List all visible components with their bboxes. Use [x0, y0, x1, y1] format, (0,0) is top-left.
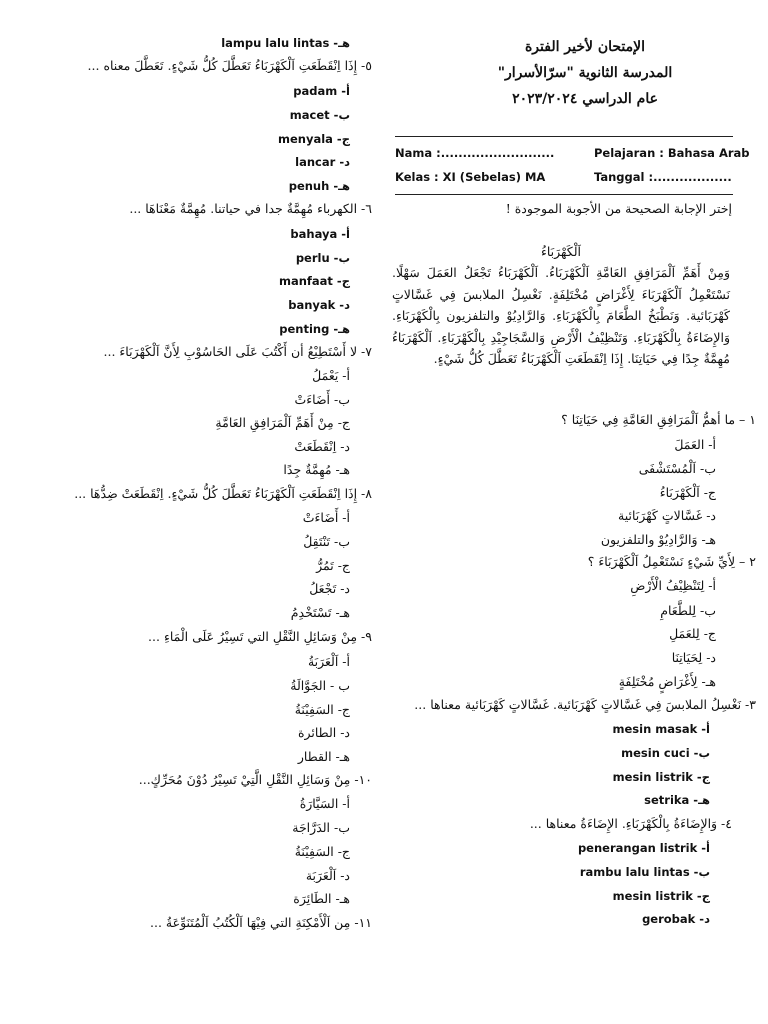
option-q10-b: ب- الدَرَّاجَة	[292, 820, 350, 835]
option-q10-d: د- اَلْعَرَبَة	[305, 868, 350, 883]
question-5: ٥- إِذَا اِنْقَطَعَتِ اَلْكَهْرَبَاءُ تَعَطَّلَ كُلُّ شَيْءٍ. تَعَطَّلَ معناه ...	[87, 58, 372, 73]
option-q5-b: macet -ب	[289, 108, 350, 122]
instruction: إختر الإجابة الصحيحة من الأجوبة الموجودة !	[505, 201, 732, 216]
option-q9-a: أ- اَلْعَرَبَةُ	[307, 654, 350, 669]
option-q3-a: mesin masak -أ	[612, 722, 710, 736]
option-q2-c: ج- لِلعَمَلِ	[669, 626, 716, 641]
tanggal-field: Tanggal :..................	[594, 170, 732, 184]
option-q4-a: penerangan listrik -أ	[577, 841, 710, 855]
option-q5-d: lancar -د	[295, 155, 350, 169]
option-q8-b: ب- تَنْتَقِلُ	[303, 534, 350, 549]
option-q1-b: ب- اَلْمُسْتَشْفَى	[638, 461, 716, 476]
option-q1-d: د- غَسَّالاتٍ كَهْرَبَائية	[618, 508, 716, 523]
option-q1-e: هـ- وَالرَّادِيُوْ والتلفزيون	[600, 532, 716, 547]
option-q10-c: ج- السَفِيْنَةُ	[294, 844, 350, 859]
option-q5-e: penuh -هـ	[288, 179, 350, 193]
option-q8-c: ج- تَمُرُّ	[316, 558, 350, 573]
option-q6-c: manfaat -ج	[278, 274, 350, 288]
option-q7-d: د- اِنْقَطَعَتْ	[294, 439, 350, 454]
header-rule-bottom	[395, 194, 733, 195]
pelajaran-field: Pelajaran : Bahasa Arab	[594, 146, 750, 160]
option-q6-e: penting -هـ	[279, 322, 350, 336]
question-6: ٦- الكهرباء مُهِمَّةٌ جدا في حياتنا. مُهِمَّةٌ مَعْنَاهَا ...	[129, 201, 372, 216]
question-8: ٨- إِذَا اِنْقَطَعَتِ اَلْكَهْرَبَاءُ تَعَطَّلَ كُلُّ شَيْءٍ. اِنْقَطَعَتْ ضِدُّهَا ...	[74, 486, 372, 501]
reading-passage: وَمِنْ أَهَمِّ اَلْمَرَافِقِ العَامَّةِ اَلْكَهْرَبَاءُ. اَلْكَهْرَبَاءُ تَجْعَلُ العَمَلَ سَهْلًا. نَسْتَعْمِلُ اَلْكَهْرَبَاءَ لِأَغْرَاضٍ مُخْتَلِفَةٍ. نَغْسِلُ الملابسَ فِي غَسَّالاتٍ كَهْرَبَائية. وَنَطْبَخُ الطَّعَامَ بِالْكَهْرَبَاءِ. وَالرَّادِيُوْ والتلفزيون بِالْكَهْرَبَاءِ. وَالإِضَاءَةُ بِالْكَهْرَبَاءِ. وَتَنْظِيْفُ الْأَرْضِ وَالسَّجَاجِيْدِ بِالْكَهْرَبَاءِ. اَلْكَهْرَبَاءُ مُهِمَّةٌ جِدًا فِي حَيَاتِنَا. إِذَا اِنْقَطَعَتِ اَلْكَهْرَبَاءُ تَعَطَّلَ كُلُّ شَيْءٍ.	[392, 265, 730, 366]
option-q8-d: د- تَجْعَلُ	[309, 581, 350, 596]
nama-field: Nama :..........................	[395, 146, 555, 160]
option-q9-e: هـ- القطار	[297, 749, 350, 764]
kelas-field: Kelas : XI (Sebelas) MA	[395, 170, 546, 184]
option-q3-e: setrika -هـ	[644, 793, 710, 807]
option-q8-a: أ- أَضَاءَتْ	[302, 510, 350, 525]
question-11: ١١- مِن اَلْأَمْكِنَةِ التي فِيْهَا اَلْكُتُبُ اَلْمُتَنَوِّعَةُ ...	[150, 915, 372, 930]
option-q6-b: perlu -ب	[295, 251, 350, 265]
option-q5-a: padam -أ	[293, 84, 350, 98]
option-q9-d: د- الطائرة	[297, 725, 350, 740]
option-q9-c: ج- السَفِيْنَةُ	[294, 702, 350, 717]
exam-title: الإمتحان لأخير الفترة	[524, 39, 646, 55]
option-q3-b: mesin cuci -ب	[621, 746, 710, 760]
header-rule-top	[395, 136, 733, 137]
option-q4-c: mesin listrik -ج	[612, 889, 710, 903]
option-q2-e: هـ- لِأَغْرَاضٍ مُخْتَلِفَةٍ	[618, 674, 716, 689]
question-9: ٩- مِنْ وَسَائِلِ النَّقْلِ التي تَسِيْرُ عَلَى الْمَاءِ ...	[148, 629, 372, 644]
option-q3-c: mesin listrik -ج	[612, 770, 710, 784]
option-q1-c: ج- اَلْكَهْرَبَاءُ	[659, 485, 716, 500]
question-10: ١٠- مِنْ وَسَائِلِ النَّقْلِ الَّتِيْ تَسِيْرُ دُوْنَ مُحَرِّكٍ...	[138, 772, 372, 787]
option-q1-a: أ- العَمَلَ	[674, 437, 716, 452]
option-q5-c: menyala -ج	[277, 132, 350, 146]
option-q9-b: ب - الجَوَّالَةُ	[290, 678, 350, 693]
question-3: ٣- نَغْسِلُ الملابسَ فِي غَسَّالاتٍ كَهْرَبَائية. غَسَّالاتٍ كَهْرَبَائية معناها ...	[414, 697, 756, 712]
option-q7-c: ج- مِنْ أَهَمِّ اَلْمَرَافِقِ العَامَّةِ	[215, 415, 350, 430]
school-name: المدرسة الثانوية "سرّالأسرار"	[497, 65, 673, 81]
question-7: ٧- لا أَسْتَطِيْعُ أن أَكْتُبَ عَلَى الحَاسُوْبِ لِأَنَّ اَلْكَهْرَبَاءَ ...	[103, 344, 372, 359]
question-4: ٤- وَالإِضَاءَةُ بِالْكَهْرَبَاءِ. الإِضَاءَةُ معناها ...	[529, 816, 732, 831]
option-q2-a: أ- لِتَنْظِيْفُ الْأَرْضِ	[630, 578, 716, 593]
option-q8-e: هـ- تَسْتَخْدِمُ	[290, 605, 350, 620]
option-q6-a: bahaya -أ	[290, 227, 350, 241]
option-q4-e: lampu lalu lintas -هـ	[221, 36, 350, 50]
question-2: ٢ – لِأَيِّ شَيْءٍ نَسْتَعْمِلُ اَلْكَهْرَبَاءَ ؟	[587, 554, 756, 569]
option-q7-e: هـ- مُهِمَّةٌ جِدًا	[283, 462, 350, 477]
option-q10-e: هـ- الطَائِرَة	[293, 891, 350, 906]
option-q7-a: أ- يَعْمَلُ	[312, 368, 350, 383]
option-q4-b: rambu lalu lintas -ب	[579, 865, 710, 879]
option-q2-b: ب- لِلطَّعَامِ	[660, 603, 716, 618]
option-q7-b: ب- أَضَاءَتْ	[294, 392, 350, 407]
option-q4-d: gerobak -د	[642, 912, 710, 926]
option-q2-d: د- لِحَيَاتِنَا	[671, 650, 716, 665]
academic-year: عام الدراسي ٢٠٢٣/٢٠٢٤	[512, 91, 658, 107]
question-1: ١ – ما أهمُّ اَلْمَرَافِقِ العَامَّةِ فِي حَيَاتِنَا ؟	[561, 412, 756, 427]
reading-title: اَلْكَهْرَبَاءُ	[540, 244, 581, 259]
option-q10-a: أ- السَيَّارَةُ	[299, 796, 350, 811]
option-q6-d: banyak -د	[288, 298, 350, 312]
